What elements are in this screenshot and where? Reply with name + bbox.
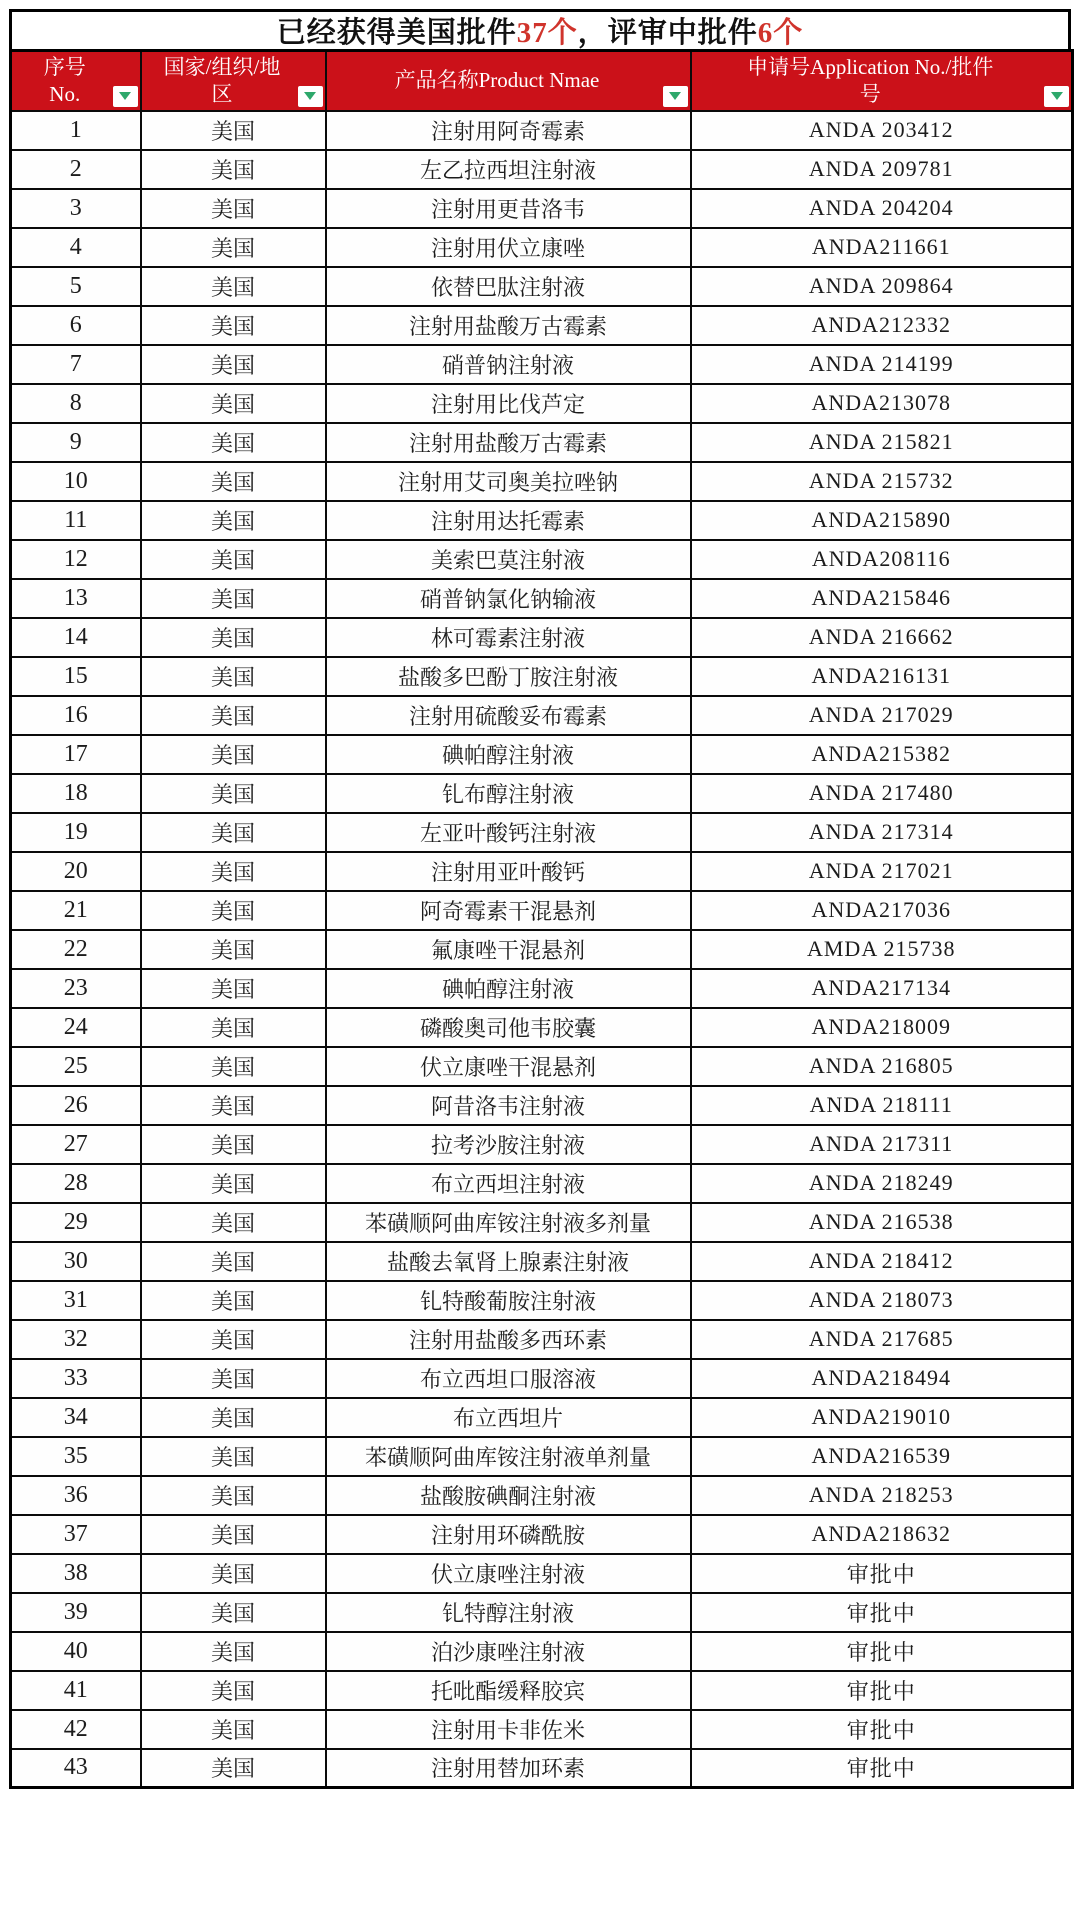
cell-no: 36 bbox=[11, 1476, 141, 1515]
cell-no: 37 bbox=[11, 1515, 141, 1554]
cell-product: 注射用替加环素 bbox=[326, 1749, 691, 1788]
table-row bbox=[11, 228, 1073, 267]
cell-application: ANDA 217029 bbox=[691, 696, 1073, 735]
cell-application: ANDA215382 bbox=[691, 735, 1073, 774]
approved-count: 37个 bbox=[516, 17, 578, 49]
table-row bbox=[11, 1203, 1073, 1242]
cell-no: 31 bbox=[11, 1281, 141, 1320]
cell-product: 注射用环磷酰胺 bbox=[326, 1515, 691, 1554]
cell-product: 氟康唑干混悬剂 bbox=[326, 930, 691, 969]
cell-application: ANDA 216538 bbox=[691, 1203, 1073, 1242]
cell-product: 布立西坦片 bbox=[326, 1398, 691, 1437]
table-row bbox=[11, 969, 1073, 1008]
cell-product: 注射用伏立康唑 bbox=[326, 228, 691, 267]
cell-application: ANDA 203412 bbox=[691, 111, 1073, 150]
cell-no: 11 bbox=[11, 501, 141, 540]
cell-no: 18 bbox=[11, 774, 141, 813]
cell-country: 美国 bbox=[141, 306, 326, 345]
table-row bbox=[11, 1047, 1073, 1086]
column-header-application bbox=[691, 51, 1073, 111]
title-text-segment: 已经获得美国批件 bbox=[276, 17, 517, 49]
cell-application: ANDA 217311 bbox=[691, 1125, 1073, 1164]
cell-no: 3 bbox=[11, 189, 141, 228]
cell-no: 42 bbox=[11, 1710, 141, 1749]
cell-country: 美国 bbox=[141, 1749, 326, 1788]
table-row bbox=[11, 1398, 1073, 1437]
cell-country: 美国 bbox=[141, 1086, 326, 1125]
column-header-country bbox=[141, 51, 326, 111]
filter-dropdown-country[interactable] bbox=[298, 86, 323, 107]
table-row bbox=[11, 1359, 1073, 1398]
cell-product: 美索巴莫注射液 bbox=[326, 540, 691, 579]
table-row bbox=[11, 1476, 1073, 1515]
table-row bbox=[11, 1437, 1073, 1476]
filter-dropdown-no[interactable] bbox=[113, 86, 138, 107]
table-row bbox=[11, 1320, 1073, 1359]
filter-arrow-icon bbox=[1051, 92, 1063, 100]
cell-application: ANDA 204204 bbox=[691, 189, 1073, 228]
cell-no: 32 bbox=[11, 1320, 141, 1359]
cell-country: 美国 bbox=[141, 891, 326, 930]
cell-application: ANDA 217480 bbox=[691, 774, 1073, 813]
cell-application: ANDA218009 bbox=[691, 1008, 1073, 1047]
cell-country: 美国 bbox=[141, 696, 326, 735]
table-row bbox=[11, 1554, 1073, 1593]
cell-country: 美国 bbox=[141, 189, 326, 228]
cell-no: 27 bbox=[11, 1125, 141, 1164]
cell-no: 43 bbox=[11, 1749, 141, 1788]
cell-country: 美国 bbox=[141, 969, 326, 1008]
table-row bbox=[11, 696, 1073, 735]
cell-no: 20 bbox=[11, 852, 141, 891]
cell-no: 12 bbox=[11, 540, 141, 579]
cell-product: 左亚叶酸钙注射液 bbox=[326, 813, 691, 852]
cell-country: 美国 bbox=[141, 1515, 326, 1554]
table-row bbox=[11, 501, 1073, 540]
cell-country: 美国 bbox=[141, 1047, 326, 1086]
cell-product: 注射用卡非佐米 bbox=[326, 1710, 691, 1749]
cell-application: 审批中 bbox=[691, 1593, 1073, 1632]
cell-application: ANDA 218249 bbox=[691, 1164, 1073, 1203]
cell-no: 19 bbox=[11, 813, 141, 852]
cell-application: ANDA 215732 bbox=[691, 462, 1073, 501]
table-row bbox=[11, 1125, 1073, 1164]
table-row bbox=[11, 774, 1073, 813]
cell-application: ANDA215846 bbox=[691, 579, 1073, 618]
table-row bbox=[11, 1242, 1073, 1281]
cell-no: 34 bbox=[11, 1398, 141, 1437]
cell-no: 1 bbox=[11, 111, 141, 150]
cell-product: 布立西坦口服溶液 bbox=[326, 1359, 691, 1398]
cell-product: 依替巴肽注射液 bbox=[326, 267, 691, 306]
cell-no: 21 bbox=[11, 891, 141, 930]
table-row bbox=[11, 540, 1073, 579]
cell-product: 伏立康唑注射液 bbox=[326, 1554, 691, 1593]
cell-no: 23 bbox=[11, 969, 141, 1008]
cell-no: 10 bbox=[11, 462, 141, 501]
table-row bbox=[11, 852, 1073, 891]
cell-application: ANDA218632 bbox=[691, 1515, 1073, 1554]
cell-product: 伏立康唑干混悬剂 bbox=[326, 1047, 691, 1086]
cell-application: ANDA217036 bbox=[691, 891, 1073, 930]
cell-country: 美国 bbox=[141, 1164, 326, 1203]
table-row bbox=[11, 579, 1073, 618]
table-row bbox=[11, 345, 1073, 384]
table-row bbox=[11, 1710, 1073, 1749]
spreadsheet-table bbox=[9, 9, 1071, 1789]
filter-arrow-icon bbox=[669, 92, 681, 100]
cell-product: 泊沙康唑注射液 bbox=[326, 1632, 691, 1671]
column-header-country-label: 区 bbox=[211, 81, 233, 106]
cell-country: 美国 bbox=[141, 579, 326, 618]
cell-product: 盐酸去氧肾上腺素注射液 bbox=[326, 1242, 691, 1281]
cell-no: 5 bbox=[11, 267, 141, 306]
cell-country: 美国 bbox=[141, 1320, 326, 1359]
column-header-application-label: 号 bbox=[859, 81, 881, 106]
cell-product: 注射用盐酸万古霉素 bbox=[326, 423, 691, 462]
cell-no: 25 bbox=[11, 1047, 141, 1086]
cell-country: 美国 bbox=[141, 384, 326, 423]
cell-country: 美国 bbox=[141, 501, 326, 540]
cell-product: 盐酸胺碘酮注射液 bbox=[326, 1476, 691, 1515]
cell-no: 35 bbox=[11, 1437, 141, 1476]
table-row bbox=[11, 1164, 1073, 1203]
cell-country: 美国 bbox=[141, 150, 326, 189]
cell-country: 美国 bbox=[141, 618, 326, 657]
cell-country: 美国 bbox=[141, 930, 326, 969]
column-header-product-label: 产品名称Product Nmae bbox=[394, 68, 600, 93]
table-row bbox=[11, 1281, 1073, 1320]
cell-country: 美国 bbox=[141, 111, 326, 150]
cell-country: 美国 bbox=[141, 462, 326, 501]
cell-no: 29 bbox=[11, 1203, 141, 1242]
cell-country: 美国 bbox=[141, 267, 326, 306]
cell-country: 美国 bbox=[141, 1008, 326, 1047]
table-row bbox=[11, 111, 1073, 150]
cell-product: 注射用达托霉素 bbox=[326, 501, 691, 540]
table-row bbox=[11, 189, 1073, 228]
cell-application: ANDA 209781 bbox=[691, 150, 1073, 189]
cell-application: ANDA 217314 bbox=[691, 813, 1073, 852]
column-header-no-label: No. bbox=[49, 81, 81, 106]
cell-application: ANDA211661 bbox=[691, 228, 1073, 267]
cell-country: 美国 bbox=[141, 1242, 326, 1281]
cell-application: ANDA213078 bbox=[691, 384, 1073, 423]
cell-application: ANDA 209864 bbox=[691, 267, 1073, 306]
column-header-product bbox=[326, 51, 691, 111]
filter-dropdown-application[interactable] bbox=[1044, 86, 1069, 107]
cell-product: 硝普钠注射液 bbox=[326, 345, 691, 384]
cell-no: 24 bbox=[11, 1008, 141, 1047]
cell-no: 17 bbox=[11, 735, 141, 774]
cell-no: 6 bbox=[11, 306, 141, 345]
cell-product: 钆特酸葡胺注射液 bbox=[326, 1281, 691, 1320]
cell-product: 注射用更昔洛韦 bbox=[326, 189, 691, 228]
table-row bbox=[11, 423, 1073, 462]
approval-table bbox=[9, 49, 1074, 1789]
cell-application: 审批中 bbox=[691, 1749, 1073, 1788]
cell-application: ANDA 218412 bbox=[691, 1242, 1073, 1281]
cell-application: 审批中 bbox=[691, 1671, 1073, 1710]
cell-product: 阿昔洛韦注射液 bbox=[326, 1086, 691, 1125]
cell-product: 注射用硫酸妥布霉素 bbox=[326, 696, 691, 735]
cell-country: 美国 bbox=[141, 774, 326, 813]
column-header-no bbox=[11, 51, 141, 111]
table-row bbox=[11, 306, 1073, 345]
cell-product: 钆特醇注射液 bbox=[326, 1593, 691, 1632]
title-text-segment: 评审中批件 bbox=[607, 17, 758, 49]
cell-application: ANDA212332 bbox=[691, 306, 1073, 345]
cell-application: ANDA219010 bbox=[691, 1398, 1073, 1437]
cell-product: 钆布醇注射液 bbox=[326, 774, 691, 813]
table-row bbox=[11, 1749, 1073, 1788]
cell-application: ANDA 217685 bbox=[691, 1320, 1073, 1359]
cell-no: 7 bbox=[11, 345, 141, 384]
cell-country: 美国 bbox=[141, 1632, 326, 1671]
table-row bbox=[11, 735, 1073, 774]
cell-product: 注射用比伐芦定 bbox=[326, 384, 691, 423]
cell-country: 美国 bbox=[141, 1398, 326, 1437]
table-row bbox=[11, 657, 1073, 696]
cell-no: 8 bbox=[11, 384, 141, 423]
cell-application: ANDA 218111 bbox=[691, 1086, 1073, 1125]
cell-no: 38 bbox=[11, 1554, 141, 1593]
table-row bbox=[11, 1632, 1073, 1671]
table-row bbox=[11, 1515, 1073, 1554]
cell-application: ANDA218494 bbox=[691, 1359, 1073, 1398]
cell-no: 4 bbox=[11, 228, 141, 267]
cell-no: 16 bbox=[11, 696, 141, 735]
table-row bbox=[11, 150, 1073, 189]
cell-country: 美国 bbox=[141, 1710, 326, 1749]
cell-product: 布立西坦注射液 bbox=[326, 1164, 691, 1203]
cell-application: AMDA 215738 bbox=[691, 930, 1073, 969]
cell-application: ANDA 214199 bbox=[691, 345, 1073, 384]
cell-application: ANDA216131 bbox=[691, 657, 1073, 696]
cell-no: 22 bbox=[11, 930, 141, 969]
table-row bbox=[11, 813, 1073, 852]
cell-product: 注射用亚叶酸钙 bbox=[326, 852, 691, 891]
cell-no: 2 bbox=[11, 150, 141, 189]
cell-product: 碘帕醇注射液 bbox=[326, 735, 691, 774]
table-row bbox=[11, 1671, 1073, 1710]
table-title bbox=[9, 9, 1071, 49]
cell-no: 14 bbox=[11, 618, 141, 657]
column-header-no-label: 序号 bbox=[43, 54, 86, 79]
cell-country: 美国 bbox=[141, 852, 326, 891]
table-row bbox=[11, 267, 1073, 306]
cell-application: 审批中 bbox=[691, 1554, 1073, 1593]
cell-product: 拉考沙胺注射液 bbox=[326, 1125, 691, 1164]
filter-dropdown-product[interactable] bbox=[663, 86, 688, 107]
column-header-country-label: 国家/组织/地 bbox=[163, 54, 281, 79]
cell-product: 苯磺顺阿曲库铵注射液多剂量 bbox=[326, 1203, 691, 1242]
table-row bbox=[11, 930, 1073, 969]
cell-product: 磷酸奥司他韦胶囊 bbox=[326, 1008, 691, 1047]
cell-product: 林可霉素注射液 bbox=[326, 618, 691, 657]
cell-application: ANDA 218253 bbox=[691, 1476, 1073, 1515]
cell-no: 30 bbox=[11, 1242, 141, 1281]
cell-no: 15 bbox=[11, 657, 141, 696]
table-row bbox=[11, 1008, 1073, 1047]
table-row bbox=[11, 1593, 1073, 1632]
table-row bbox=[11, 618, 1073, 657]
cell-application: ANDA208116 bbox=[691, 540, 1073, 579]
cell-no: 13 bbox=[11, 579, 141, 618]
table-row bbox=[11, 1086, 1073, 1125]
cell-no: 33 bbox=[11, 1359, 141, 1398]
cell-country: 美国 bbox=[141, 345, 326, 384]
cell-application: 审批中 bbox=[691, 1632, 1073, 1671]
table-row bbox=[11, 891, 1073, 930]
cell-product: 硝普钠氯化钠输液 bbox=[326, 579, 691, 618]
cell-application: ANDA215890 bbox=[691, 501, 1073, 540]
table-body bbox=[11, 111, 1073, 1788]
cell-product: 注射用艾司奥美拉唑钠 bbox=[326, 462, 691, 501]
cell-country: 美国 bbox=[141, 657, 326, 696]
cell-product: 左乙拉西坦注射液 bbox=[326, 150, 691, 189]
cell-product: 盐酸多巴酚丁胺注射液 bbox=[326, 657, 691, 696]
cell-no: 28 bbox=[11, 1164, 141, 1203]
cell-no: 40 bbox=[11, 1632, 141, 1671]
cell-country: 美国 bbox=[141, 1203, 326, 1242]
cell-country: 美国 bbox=[141, 1476, 326, 1515]
cell-product: 托吡酯缓释胶宾 bbox=[326, 1671, 691, 1710]
filter-arrow-icon bbox=[304, 92, 316, 100]
cell-country: 美国 bbox=[141, 813, 326, 852]
cell-application: 审批中 bbox=[691, 1710, 1073, 1749]
cell-application: ANDA 218073 bbox=[691, 1281, 1073, 1320]
cell-no: 39 bbox=[11, 1593, 141, 1632]
cell-product: 注射用盐酸万古霉素 bbox=[326, 306, 691, 345]
cell-product: 注射用盐酸多西环素 bbox=[326, 1320, 691, 1359]
cell-country: 美国 bbox=[141, 228, 326, 267]
pending-count: 6个 bbox=[757, 17, 804, 49]
cell-application: ANDA217134 bbox=[691, 969, 1073, 1008]
cell-country: 美国 bbox=[141, 735, 326, 774]
cell-no: 26 bbox=[11, 1086, 141, 1125]
cell-product: 苯磺顺阿曲库铵注射液单剂量 bbox=[326, 1437, 691, 1476]
cell-country: 美国 bbox=[141, 1554, 326, 1593]
filter-arrow-icon bbox=[119, 92, 131, 100]
cell-no: 9 bbox=[11, 423, 141, 462]
cell-country: 美国 bbox=[141, 1125, 326, 1164]
cell-product: 碘帕醇注射液 bbox=[326, 969, 691, 1008]
cell-application: ANDA 217021 bbox=[691, 852, 1073, 891]
cell-country: 美国 bbox=[141, 1437, 326, 1476]
cell-country: 美国 bbox=[141, 1671, 326, 1710]
cell-application: ANDA216539 bbox=[691, 1437, 1073, 1476]
cell-country: 美国 bbox=[141, 423, 326, 462]
cell-product: 注射用阿奇霉素 bbox=[326, 111, 691, 150]
cell-no: 41 bbox=[11, 1671, 141, 1710]
header-row bbox=[11, 51, 1073, 111]
cell-country: 美国 bbox=[141, 1359, 326, 1398]
column-header-application-label: 申请号Application No./批件 bbox=[747, 54, 994, 79]
table-row bbox=[11, 462, 1073, 501]
cell-application: ANDA 216662 bbox=[691, 618, 1073, 657]
title-comma: ， bbox=[577, 17, 608, 49]
cell-country: 美国 bbox=[141, 1593, 326, 1632]
cell-application: ANDA 216805 bbox=[691, 1047, 1073, 1086]
cell-application: ANDA 215821 bbox=[691, 423, 1073, 462]
cell-product: 阿奇霉素干混悬剂 bbox=[326, 891, 691, 930]
cell-country: 美国 bbox=[141, 1281, 326, 1320]
table-row bbox=[11, 384, 1073, 423]
cell-country: 美国 bbox=[141, 540, 326, 579]
